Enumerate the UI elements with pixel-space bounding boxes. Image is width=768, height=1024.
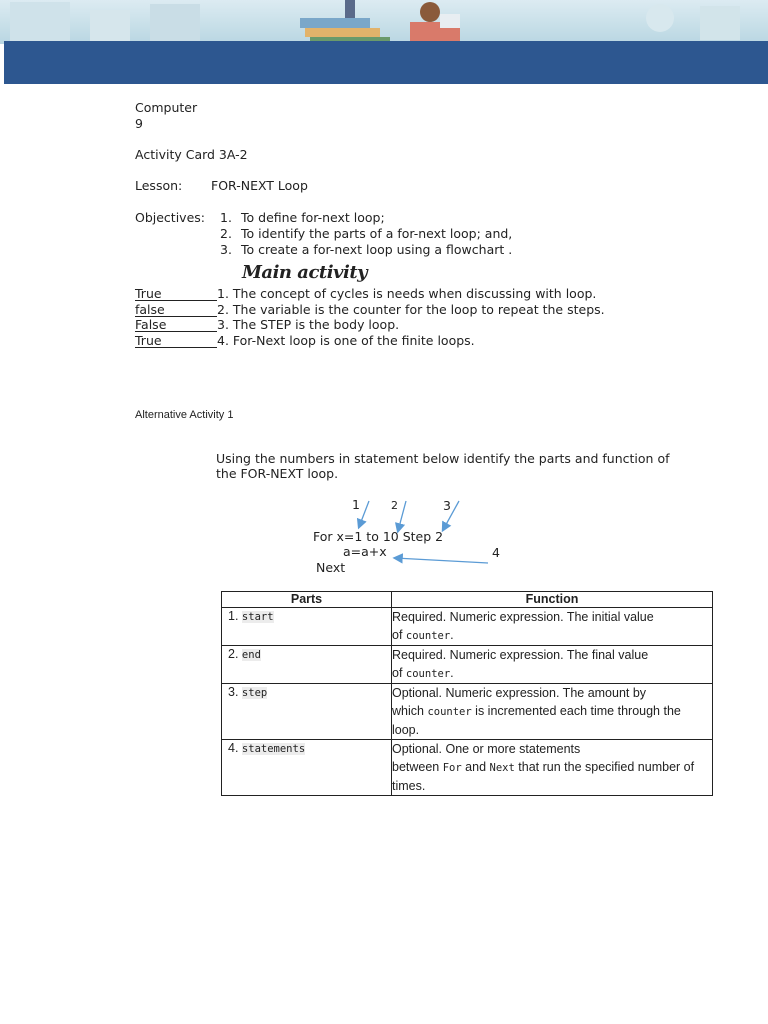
code-line-next: Next (316, 560, 346, 575)
part-cell (222, 608, 392, 646)
statement-text: 2. The variable is the counter for the loop to repeat the steps. (217, 302, 605, 317)
alternative-activity-heading: Alternative Activity 1 (135, 409, 234, 421)
part-cell (222, 740, 392, 796)
function-line: Required. Numeric expression. The initial value (392, 610, 654, 624)
part-number: 3. (228, 685, 239, 699)
part-code: end (241, 649, 261, 661)
part-code: statements (241, 743, 306, 755)
part-cell (222, 646, 392, 684)
function-line: Required. Numeric expression. The final value (392, 648, 649, 662)
part-number: 4. (228, 741, 239, 755)
function-line: which counter is incremented each time through the (392, 704, 681, 718)
part-code: step (241, 687, 268, 699)
diagram-label-4: 4 (492, 545, 500, 560)
objective-text: To create a for-next loop using a flowchart . (241, 242, 513, 257)
table-header-row (222, 592, 713, 608)
inline-code: counter (405, 630, 451, 642)
arrow-3 (443, 501, 459, 530)
diagram-label-2: 2 (391, 499, 398, 512)
objective-num: 1. (220, 210, 232, 225)
function-cell (392, 740, 713, 796)
answer-value: false (135, 303, 217, 317)
function-cell (392, 608, 713, 646)
part-cell (222, 684, 392, 740)
instruction-line: Using the numbers in statement below identify the parts and function of (216, 451, 670, 466)
inline-code: Next (489, 762, 515, 774)
part-number: 2. (228, 647, 239, 661)
objective-num: 2. (220, 226, 232, 241)
statement-text: 1. The concept of cycles is needs when discussing with loop. (217, 286, 597, 301)
diagram-label-1: 1 (352, 497, 360, 512)
code-line-body: a=a+x (343, 544, 387, 559)
part-code: start (241, 611, 274, 623)
answer-value: False (135, 318, 217, 332)
lesson-label: Lesson: (135, 178, 183, 193)
arrow-1 (359, 501, 369, 527)
arrow-4 (395, 558, 488, 563)
table-row (222, 740, 713, 796)
function-line: times. (392, 779, 426, 793)
subject-text: Computer (135, 100, 198, 115)
main-activity-title: Main activity (242, 262, 368, 283)
statement-text: 3. The STEP is the body loop. (217, 317, 400, 332)
lesson-value: FOR-NEXT Loop (211, 178, 308, 193)
grade-text: 9 (135, 116, 143, 131)
instruction-line: the FOR-NEXT loop. (216, 466, 339, 481)
function-line: of counter. (392, 666, 454, 680)
answer-value: True (135, 334, 217, 348)
diagram-label-3: 3 (443, 498, 451, 513)
function-line: Optional. Numeric expression. The amount by (392, 686, 647, 700)
objective-text: To identify the parts of a for-next loop; and, (241, 226, 513, 241)
objective-num: 3. (220, 242, 232, 257)
function-line: Optional. One or more statements (392, 742, 581, 756)
function-cell (392, 646, 713, 684)
table-row (222, 684, 713, 740)
statement-text: 4. For-Next loop is one of the finite loops. (217, 333, 475, 348)
inline-code: counter (427, 706, 472, 718)
function-line: between For and Next that run the specified number of (392, 760, 695, 774)
objectives-label: Objectives: (135, 210, 205, 225)
code-line-for: For x=1 to 10 Step 2 (313, 529, 444, 544)
function-cell (392, 684, 713, 740)
inline-code: counter (405, 668, 451, 680)
function-line: of counter. (392, 628, 454, 642)
parts-header: Parts (222, 592, 392, 608)
part-number: 1. (228, 609, 239, 623)
function-header: Function (392, 592, 713, 608)
arrow-2 (398, 501, 406, 531)
function-line: loop. (392, 723, 420, 737)
table-row (222, 608, 713, 646)
objective-text: To define for-next loop; (241, 210, 385, 225)
table-row (222, 646, 713, 684)
answer-value: True (135, 287, 217, 301)
parts-function-table (221, 591, 713, 796)
inline-code: For (442, 762, 462, 774)
activity-card-title: Activity Card 3A-2 (135, 147, 248, 162)
